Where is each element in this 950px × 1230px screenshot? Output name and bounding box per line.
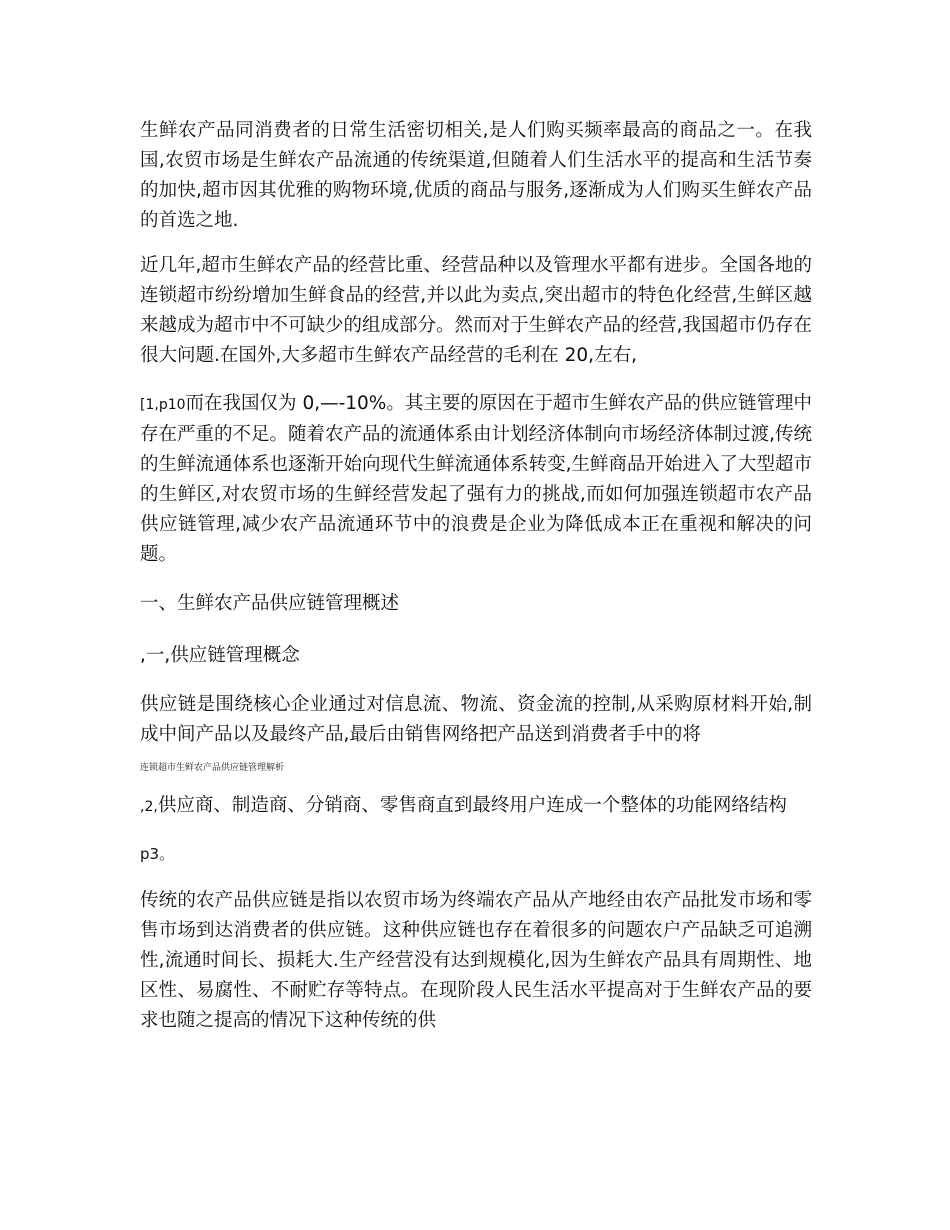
paragraph-text: 供应商、制造商、分销商、零售商直到最终用户连成一个整体的功能网络结构 bbox=[157, 795, 787, 816]
page-reference: p3。 bbox=[140, 845, 175, 863]
section-heading: 一、生鲜农产品供应链管理概述 bbox=[140, 593, 400, 614]
paragraph-recent-years: 近几年,超市生鲜农产品的经营比重、经营品种以及管理水平都有进步。全国各地的连锁超市纷纷增加生鲜食品的经营,并以此为卖点,突出超市的特色化经营,生鲜区越来越成为超市中不可缺少的组成部分。然而对于生鲜农产品的经营,我国超市仍存在很大问题.在国外,大多超市生鲜农产品经营的毛利在 20,左右, bbox=[140, 255, 812, 366]
document-page bbox=[140, 116, 812, 1036]
paragraph-traditional-chain: 传统的农产品供应链是指以农贸市场为终端农产品从产地经由农产品批发市场和零售市场到达消费者的供应链。这种供应链也存在着很多的问题农户产品缺乏可追溯性,流通时间长、损耗大.生产经营没有达到规模化,因为生鲜农产品具有周期性、地区性、易腐性、不耐贮存等特点。在现阶段人民生活水平提高对于生鲜农产品的要求也随之提高的情况下这种传统的供 bbox=[140, 890, 812, 1031]
citation-marker: ,2, bbox=[140, 799, 158, 815]
paragraph-definition: 供应链是围绕核心企业通过对信息流、物流、资金流的控制,从采购原材料开始,制成中间产品以及最终产品,最后由销售网络把产品送到消费者手中的将 bbox=[140, 694, 812, 745]
paragraph-network bbox=[140, 791, 812, 822]
paragraph-text: 而在我国仅为 0,—-10%。其主要的原因在于超市生鲜农产品的供应链管理中存在严重的不足。随着农产品的流通体系由计划经济体制向市场经济体制过渡,传统的生鲜流通体系也逐渐开始向现代生鲜流通体系转变,生鲜商品开始进入了大型超市的生鲜区,对农贸市场的生鲜经营发起了强有力的挑战,而如何加强连锁超市农产品供应链管理,减少农产品流通环节中的浪费是企业为降低成本正在重视和解决的问题。 bbox=[140, 393, 812, 565]
citation-marker: [1,p10 bbox=[140, 397, 186, 413]
subsection-heading: ,一,供应链管理概念 bbox=[140, 645, 300, 666]
running-title: 连锁超市生鲜农产品供应链管理解析 bbox=[140, 763, 285, 773]
paragraph-domestic-margin bbox=[140, 389, 812, 570]
paragraph-intro: 生鲜农产品同消费者的日常生活密切相关,是人们购买频率最高的商品之一。在我国,农贸市场是生鲜农产品流通的传统渠道,但随着人们生活水平的提高和生活节奏的加快,超市因其优雅的购物环境,优质的商品与服务,逐渐成为人们购买生鲜农产品的首选之地. bbox=[140, 120, 812, 231]
